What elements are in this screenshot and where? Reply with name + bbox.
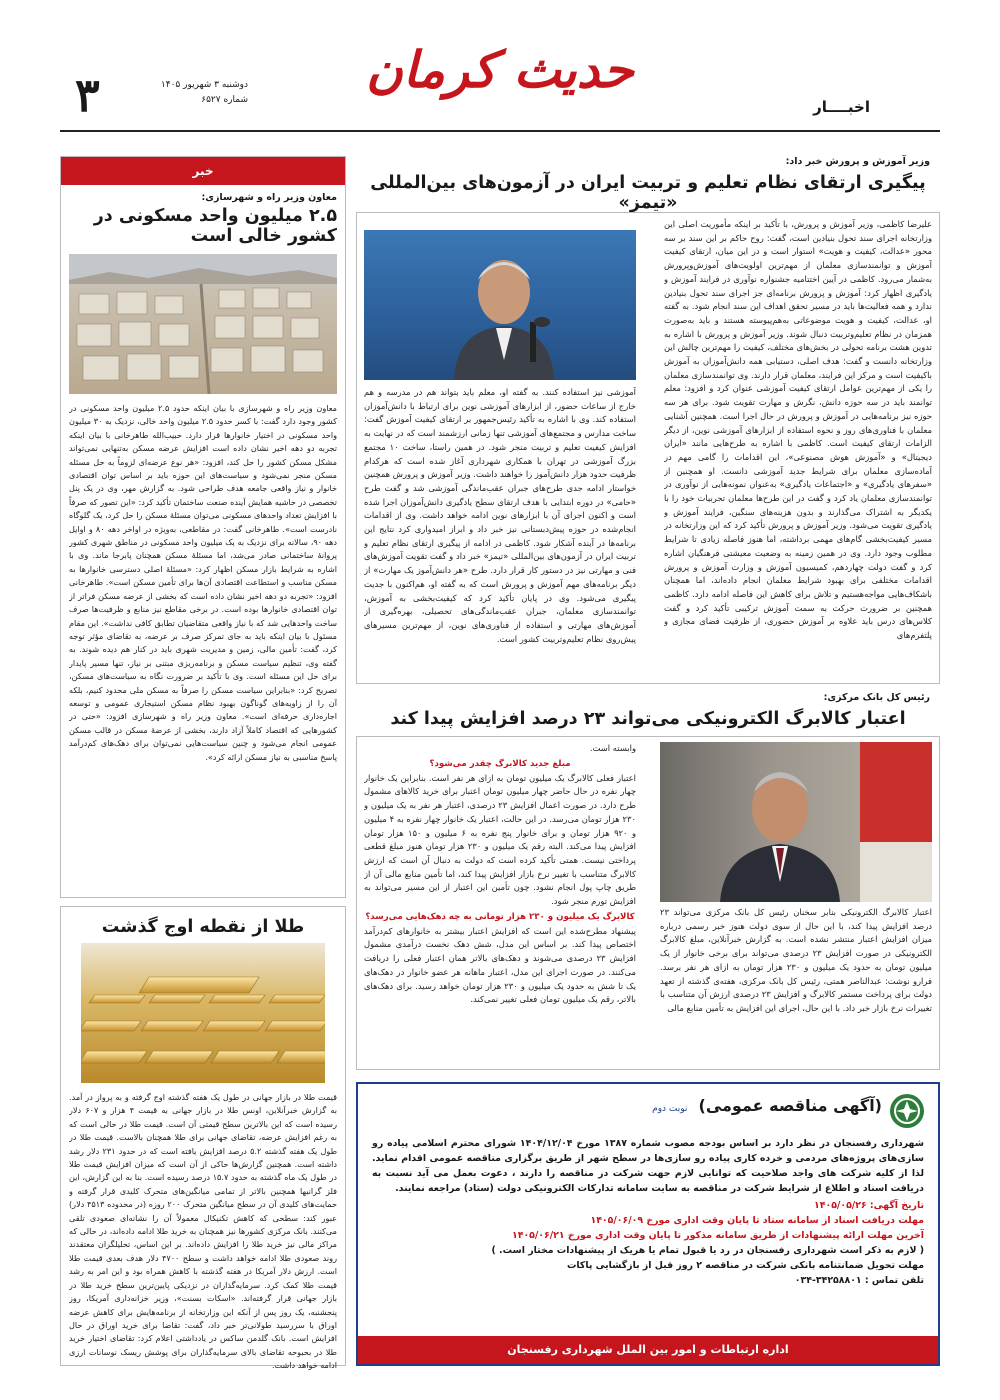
coupon-subhead-2: کالابرگ یک میلیون و ۲۳۰ هزار تومانی به چه دهک‌هایی می‌رسد؟ [365, 911, 635, 922]
coupon-kicker: رئیس کل بانک مرکزی: [823, 692, 930, 703]
masthead-logo: حدیث کرمان [366, 40, 634, 99]
education-kicker: وزیر آموزش و پرورش خبر داد: [785, 156, 930, 167]
page-header [0, 0, 1000, 140]
ad-date: تاریخ آگهی: ۱۴۰۵/۰۵/۲۶ [814, 1200, 924, 1211]
education-headline: پیگیری ارتقای نظام تعلیم و تربیت ایران در آزمون‌های بین‌المللی «تیمز» [370, 173, 926, 213]
ad-main-text: شهرداری رفسنجان در نظر دارد بر اساس بودجه مصوب شماره ۱۳۸۷ مورخ ۱۴۰۴/۱۲/۰۴ شورای محترم اسلامی پیاده رو سازی‌های پروژه‌های مردمی و خرده کاری پیاده رو سازی‌ها در سطح شهر از طریق برگزاری مناقصه عمومی اقدام نماید. لذا از کلیه شرکت های واجد صلاحیت که توانایی لازم جهت شرکت در مناقصه را دارند ، دعوت بعمل می آید نسبت به دریافت اسناد و اطلاع از شرایط شرکت در مناقصه به سایت سامانه تدارکات الکترونیکی دولت (ستاد) مراجعه نمایند. [372, 1138, 924, 1194]
page-number: ۳ [75, 68, 100, 122]
coupon-left-intro: وابسته است. [589, 743, 636, 753]
housing-photo [69, 254, 337, 394]
coupon-headline: اعتبار کالابرگ الکترونیکی می‌تواند ۲۳ درصد افزایش پیدا کند [390, 709, 906, 729]
ad-phone: تلفن تماس : ۳۴۲۵۸۸۰۱-۰۳۴ [794, 1275, 924, 1286]
ad-round: نوبت دوم [652, 1104, 688, 1114]
gold-bars-photo [81, 943, 325, 1083]
coupon-left-column [364, 742, 636, 1068]
municipality-logo [890, 1094, 924, 1128]
sidebar-headline: ۲.۵ میلیون واحد مسکونی در کشور خالی است [93, 206, 337, 246]
ad-title: (آگهی مناقصه عمومی) [698, 1096, 882, 1115]
education-right-column: علیرضا کاظمی، وزیر آموزش و پرورش، با تأکید بر اینکه مأموریت اصلی این وزارتخانه اجرای سند تحول بنیادین است، گفت: روح حاکم بر این سند بر سه محور «عدالت، کیفیت و هویت» استوار است و در این میان، ارتقای کیفیت آموزش و توانمندسازی معلمان از مهم‌ترین اولویت‌های آموزش‌وپرورش به‌شمار می‌رود. کاظمی در آیین اختتامیه جشنواره نوآوری در فرایند آموزش و یادگیری اظهار کرد: آموزش و پرورش برنامه‌ای جز اجرای سند تحول بنیادین ندارد و همه فعالیت‌ها باید در مسیر تحقق اهداف این سند انجام شود. به گفته او، عدالت، کیفیت و هویت موضوعاتی به‌هم‌پیوسته هستند و باید به‌صورت همزمان در نظام تعلیم‌وتربیت دنبال شوند. وزیر آموزش و پرورش با اشاره به تدوین هشت برنامه تحولی در بخش‌های مختلف، کیفیت را مهم‌ترین چالش این وزارتخانه دانست و گفت: هدف اصلی، دستیابی همه دانش‌آموزان به آموزش باکیفیت است و مرکز این فرایند، معلمان قرار دارند. وی توانمندسازی معلمان را یکی از مهم‌ترین عوامل ارتقای کیفیت آموزشی عنوان کرد و افزود: معلم توانمند باید در سه حوزه دانش، نگرش و مهارت تقویت شود. برای هر سه حوزه نیز برنامه‌هایی در آموزش و پرورش در حال اجرا است. همچنین آشنایی معلمان با فناوری‌های روز و نحوه استفاده از ابزارهای آموزشی نوین، از دیگر الزامات ارتقای کیفیت است. کاظمی با اشاره به طرح‌هایی مانند «ایران دیجیتال» و «آموزش هوش مصنوعی»، این اقدامات را گامی مهم در آماده‌سازی معلمان برای شرایط جدید آموزشی دانست. او همچنین از «سفرهای یادگیری» و «اجتماعات یادگیری» به‌عنوان نمونه‌هایی از نوآوری در توانمندسازی معلمان یاد کرد و گفت در این طرح‌ها معلمان تجربیات خود را با یکدیگر به اشتراک می‌گذارند و بدون هزینه‌های سنگین، فرایند آموزش و یادگیری تقویت می‌شود. وزیر آموزش و پرورش تأکید کرد که این وزارتخانه در مسیر کیفیت‌بخشی گام‌های مهمی برداشته، اما هنوز فاصله زیادی تا شرایط مطلوب وجود دارد. وی در همین زمینه به وضعیت معیشتی فرهنگیان اشاره کرد و گفت دولت چهاردهم، کمیسیون آموزش و وزارت آموزش و پرورش اقدامات مختلفی برای بهبود شرایط معلمان انجام داده‌اند، اما همچنان باشکاف‌هایی مواجه‌هستیم و تلاش برای کاهش این فاصله ادامه دارد. کاظمی همچنین بر ضرورت حرکت به سمت آموزش ترکیبی تأکید کرد و گفت کلاس‌های درس باید علاوه بر آموزش حضوری، از ظرفیت فضای مجازی و پلتفرم‌های [664, 219, 932, 641]
governor-photo [660, 742, 932, 902]
governor-portrait-image [660, 742, 932, 902]
gold-bars-image [81, 943, 325, 1083]
speaker-portrait-image [364, 230, 636, 380]
issue-date: دوشنبه ۳ شهریور ۱۴۰۵ [160, 80, 248, 90]
minister-photo [364, 230, 636, 380]
ad-note: ( لازم به ذکر است شهرداری رفسنجان در رد یا قبول تمام یا هریک از پیشنهادات مختار است. ) [491, 1245, 924, 1256]
section-label: اخبــــار [813, 98, 870, 116]
ad-footer [358, 1336, 938, 1364]
issue-number: شماره ۶۵۲۷ [201, 95, 248, 105]
sidebar-kicker: معاون وزیر راه و شهرسازی: [201, 192, 337, 203]
sidebar-body: معاون وزیر راه و شهرسازی با بیان اینکه حدود ۲.۵ میلیون واحد مسکونی در کشور وجود دارد گفت: با کسر حدود ۲.۵ میلیون واحد خالی، نزدیک به ۳۰ میلیون واحد مسکونی در اختیار خانوارها قرار دارد. حبیب‌الله طاهرخانی با بیان اینکه تجربه دو دهه اخیر نشان داده است افزایش عرضه مسکن به‌تنهایی نمی‌تواند مشکل مسکن کشور را حل کند، افزود: «هر نوع عرضه‌ای لزوماً به حل مسئله مسکن منجر نمی‌شود و سیاست‌های این حوزه باید بر اساس توان اقتصادی خانوار و نیاز واقعی جامعه هدف طراحی شود. به گزارش مهر، وی در یک پنل تخصصی در حاشیه همایش آینده صنعت ساختمان تأکید کرد: «این تصور که صرفاً با افزایش تعداد واحدهای مسکونی می‌توان مسئلهٔ مسکن را حل کرد، یک گلوگاه نادرست است». طاهرخانی گفت: در مقاطعی، به‌ویژه در اواخر دهه ۸۰ و اوایل دهه ۹۰، سالانه برای نزدیک به یک میلیون واحد مسکونی در مناطق شهری کشور پروانهٔ ساختمانی صادر می‌شد، اما مسئلهٔ مسکن همچنان پابرجا ماند. وی با اشاره به شرایط بازار مسکن اظهار کرد: «مسئلهٔ اصلی دسترسی خانوارها به مسکن مناسب و استطاعت اقتصادی آن‌ها برای تأمین مسکن است». طاهرخانی افزود: «تجربه دو دهه اخیر نشان داده است که بخشی از عرضه مسکن فراتر از توان اقتصادی خانوارها بوده است. در برخی مقاطع نیز منابع و ظرفیت‌ها صرف ساخت واحدهایی شد که با نیاز واقعی متقاضیان تطابق کافی نداشت». این مقام مسئول با بیان اینکه باید به جای تمرکز صرف بر عرضه، به تقاضای مؤثر توجه کرد، گفت: تأمین مالی، زمین و مدیریت شهری باید در کنار هم دیده شوند. به گفته وی، تنظیم سیاست مسکن و برنامه‌ریزی مبتنی بر نیاز، تنها مسیر پایدار برای حل این مسئله است. وی با تأکید بر ضرورت نگاه به سیاست‌های مسکن، تصریح کرد: «بنابراین سیاست مسکن را صرفاً به مسکن ملی محدود کنیم، بلکه آن را از زاویه‌های گوناگون بهبود نظام مسکن استیجاری عمومی و توسعه اجاره‌داری حرفه‌ای است». معاون وزیر راه و شهرسازی افزود: «حتی در کشورهایی که اقتصاد کاملاً آزاد دارند، بخشی از عرضهٔ مسکن در قالب مسکن عمومی انجام می‌شود و چنین سیاست‌هایی نمی‌توان برای دهک‌های کم‌درآمد پاسخ مناسبی به نیاز مسکن ارائه کرد». [69, 403, 337, 762]
news-sidebar [60, 156, 346, 898]
sidebar-section-label: خبر [192, 164, 214, 178]
ad-title-row [652, 1096, 882, 1115]
ad-guarantee: مهلت تحویل ضمانتنامه بانکی شرکت در مناقصه ۲ روز قبل از بازگشایی پاکات [566, 1260, 924, 1271]
tender-ad [356, 1082, 940, 1366]
coupon-article [356, 692, 940, 1072]
coupon-right-column: اعتبار کالابرگ الکترونیکی بنابر سخنان رئیس کل بانک مرکزی می‌تواند ۲۳ درصد افزایش پیدا کند، با این حال از سوی دولت هنوز خبر رسمی درباره میزان افزایش اعتبار منتشر نشده است. به گزارش خبرآنلاین، مبلغ کالابرگ الکترونیکی در صورت افزایش ۲۳ درصدی می‌تواند برای برخی خانوار از یک میلیون تومان به حدود یک میلیون و ۲۳۰ هزار تومان به ازای هر نفر برسد. فرارو نوشت: عبدالناصر همتی، رئیس کل بانک مرکزی، هفته‌ی گذشته از تعهد دولت برای پرداخت مستمر کالابرگ و افزایش ۲۳ درصدی ارزش آن متناسب با تغییرات نرخ بازار خبر داد. با این حال، اجرای این افزایش به تأمین منابع مالی [660, 907, 932, 1013]
education-left-column: آموزشی نیز استفاده کنند. به گفته او، معلم باید بتواند هم در مدرسه و هم خارج از ساعات حضور، از ابزارهای آموزشی نوین برای ارتباط با دانش‌آموزان استفاده کند. وی با اشاره به تأکید رئیس‌جمهور بر ارتقای کیفیت آموزش گفت: ساخت مدارس و مجتمع‌های آموزشی تنها زمانی ارزشمند است که در نهایت به افزایش کیفیت تعلیم و تربیت منجر شود. در همین راستا، ساخت ۱۰ مجتمع بزرگ آموزشی در تهران با همکاری شهرداری آغاز شده است که هرکدام ظرفیت حدود هزار دانش‌آموز را خواهند داشت. وزیر آموزش و پرورش همچنین خواستار ادامه جدی طرح‌های جبران عقب‌ماندگی آموزشی شد و گفت طرح «حامی» در دوره ابتدایی با هدف ارتقای سطح یادگیری دانش‌آموزان اجرا شده است و اکنون اجرای آن با ابزارهای نوین ادامه خواهد داشت. وی از اقدامات انجام‌شده در حوزه پیش‌دبستانی نیز خبر داد و ابراز امیدواری کرد نتایج این برنامه‌ها در آینده آشکار شود. کاظمی در ادامه از پیگیری ارتقای نظام تعلیم و تربیت ایران در آزمون‌های بین‌المللی «تیمز» خبر داد و گفت تقویت آموزش‌های فنی و مهارتی نیز در دستور کار قرار دارد. طرح «هر دانش‌آموز یک مهارت» از دیگر برنامه‌های مهم آموزش و پرورش است که به گفته او، هم‌اکنون با جدیت پیگیری می‌شود. وی در پایان تأکید کرد که کیفیت‌بخشی به آموزش، توانمندسازی معلمان، جبران عقب‌ماندگی‌های تحصیلی، بهره‌گیری از آموزش‌های مهارتی و استفاده از فناوری‌های نوین، از مهم‌ترین مسیرهای پیش‌روی نظام تعلیم‌وتربیت کشور است. [364, 387, 636, 644]
municipality-emblem-icon [890, 1094, 924, 1128]
gold-headline: طلا از نقطه اوج گذشت [101, 917, 305, 937]
education-article [356, 156, 940, 684]
apartment-blocks-image [69, 254, 337, 394]
coupon-subhead-1: مبلغ جدید کالابرگ چقدر می‌شود؟ [429, 758, 571, 769]
issue-meta [128, 78, 248, 108]
ad-body [372, 1136, 924, 1288]
sidebar-section-bar [61, 157, 345, 185]
gold-article [60, 906, 346, 1371]
coupon-left-paragraph-1: اعتبار فعلی کالابرگ یک میلیون تومان به ازای هر نفر است. بنابراین یک خانوار چهار نفره در حال حاضر چهار میلیون تومان اعتبار برای خرید کالاهای مشمول طرح دارد. در صورت اعمال افزایش ۲۳ درصدی، اعتبار هر نفر به یک میلیون و ۲۳۰ هزار تومان می‌رسد. در این حالت، اعتبار یک خانوار چهار نفره به ۴ میلیون و ۹۲۰ هزار تومان و برای خانوار پنج نفره به ۶ میلیون و ۱۵۰ هزار تومان افزایش پیدا می‌کند. البته رقم یک میلیون و ۲۳۰ هزار تومان هنوز مبلغ قطعی پرداختی نیست. همتی تأکید کرده است که دولت به دنبال آن است که ارزش کالابرگ متناسب با تغییر نرخ بازار افزایش پیدا کند، اما تأمین منابع مالی آن از طریق چاپ پول انجام نشود. چون تأمین این اعتبار از این مسیر می‌تواند به افزایش تورم منجر شود. [364, 772, 636, 907]
ad-deadline-documents: مهلت دریافت اسناد از سامانه ستاد تا پایان وقت اداری مورخ ۱۴۰۵/۰۶/۰۹ [590, 1215, 924, 1226]
coupon-left-paragraph-2: پیشنهاد مطرح‌شده این است که افزایش اعتبار بیشتر به خانوارهای کم‌درآمد اختصاص پیدا کند. بر اساس این مدل، شش دهک نخست درآمدی مشمول افزایش ۲۳ درصدی می‌شوند و دهک‌های بالاتر همان اعتبار فعلی را دریافت می‌کنند. در صورت اجرای این مدل، اعتبار ماهانه هر عضو خانوار در دهک‌های یک تا شش به حدود یک میلیون و ۲۳۰ هزار تومان خواهد رسید. برای دهک‌های بالاتر، رقم یک میلیون تومان فعلی تغییر نمی‌کند. [364, 925, 636, 1005]
ad-footer-text: اداره ارتباطات و امور بین الملل شهرداری رفسنجان [507, 1343, 789, 1356]
header-rule [60, 130, 940, 132]
ad-deadline-proposals: آخرین مهلت ارائه پیشنهادات از طریق سامانه مذکور تا پایان وقت اداری مورخ ۱۴۰۵/۰۶/۲۱ [512, 1230, 924, 1241]
gold-body: قیمت طلا در بازار جهانی در طول یک هفته گذشته اوج گرفته و به پرواز در آمد. به گزارش خبرآنلاین، اونس طلا در بازار جهانی به قیمت ۴ هزار و ۶۰۷ دلار رسیده است که این بالاترین سطح قیمتی آن است. قیمت طلا در حالی است که به رغم افزایش عرضه، تقاضای جهانی برای طلا همچنان بالاست. قیمت طلا در طول یک هفته گذشته ۵.۲ درصد افزایش یافته است که در حدود ۲۳۱ دلار رشد داشته است. همچنین گزارش‌ها حاکی از آن است که میزان افزایش قیمت طلا در طول یک ماه گذشته به حدود ۱۵.۷ درصد رسیده است. بنا به این گزارش، این فلز گرانبها همچنین بالاتر از تمامی میانگین‌های متحرک کلیدی قرار گرفته و حمایت‌های کلیدی آن در سطح میانگین متحرک ۲۰۰ روزه (در محدوده ۴۵۱۳ دلار) عبور کند: سطحی که کاهش تکنیکال معمولاً آن را نشانه‌ای صعودی تلقی می‌کنند. بانک مرکزی کشورها نیز همچنان به خرید طلا ادامه داده‌اند، در حالی که مراکز مالی نیز خرید طلا را افزایش داده‌اند. بر این اساس، تحلیلگران معتقدند روند صعودی طلا ادامه خواهد داشت و سطح ۴۷۰۰ دلار هدف بعدی قیمت طلا است. ارزش دلار آمریکا در هفته گذشته با کاهش همراه بود و این امر به رشد قیمت طلا کمک کرد. سرمایه‌گذاران در نزدیکی پایین‌ترین سطح خرید طلا در بازار جهانی قرار گرفته‌اند. «اسکات بسنت»، وزیر خزانه‌داری آمریکا، روز پنجشنبه، یک روز پس از آنکه این وزارتخانه از برنامه‌هایش برای کاهش عرضه اوراق با سررسید طولانی‌تر خبر داد، گفت: تقاضا برای خرید اوراق در حال افزایش است. بانک گلدمن ساکس در یادداشتی اعلام کرد: تقاضای اختیار خرید طلا در بحبوحه تقاضای بالای سرمایه‌گذاران برای پوشش ریسک نوسانات ارزی ادامه خواهد داشت. [69, 1092, 337, 1371]
